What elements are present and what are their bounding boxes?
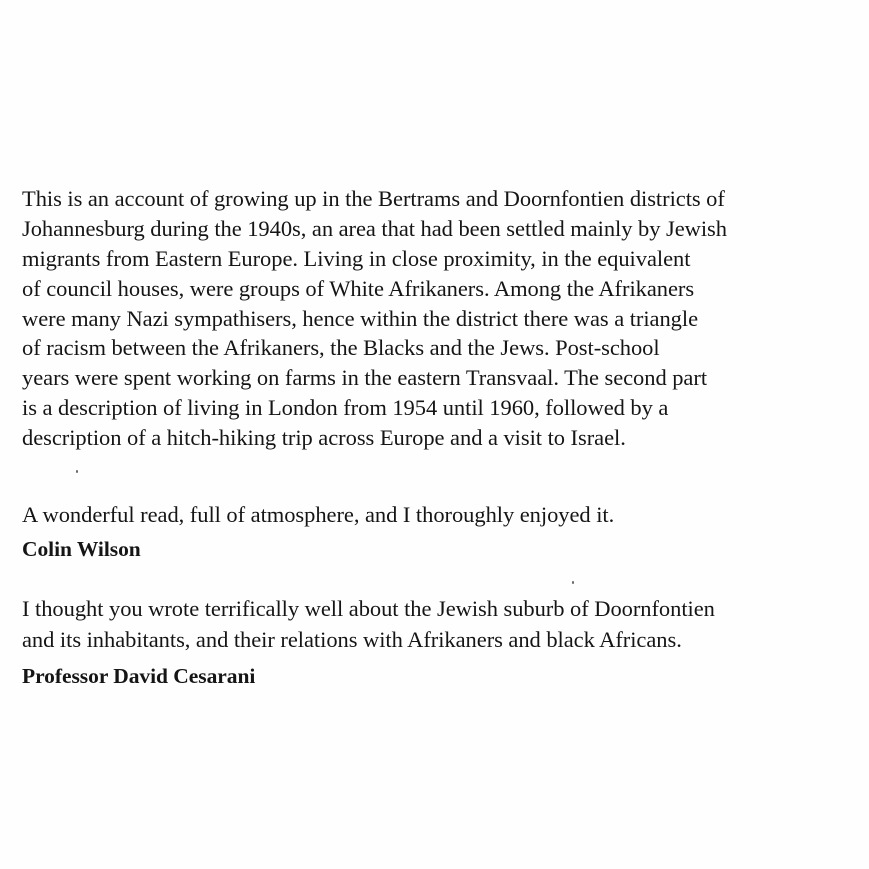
review-author: Professor David Cesarani — [22, 664, 256, 688]
description-line: This is an account of growing up in the Bertrams and Doornfontien districts of — [22, 186, 725, 211]
review-quote-line: I thought you wrote terrifically well about the Jewish suburb of Doornfontien — [22, 596, 715, 621]
description-line: were many Nazi sympathisers, hence within the district there was a triangle — [22, 306, 699, 331]
review-author: Colin Wilson — [22, 537, 141, 561]
description-line: of council houses, were groups of White Afrikaners. Among the Afrikaners — [22, 276, 695, 301]
review-quote-line: and its inhabitants, and their relations with Afrikaners and black Africans. — [22, 627, 682, 652]
scan-speck — [572, 581, 574, 584]
description-line: description of a hitch-hiking trip across Europe and a visit to Israel. — [22, 425, 626, 450]
description-line: migrants from Eastern Europe. Living in close proximity, in the equivalent — [22, 246, 691, 271]
description-line: is a description of living in London from 1954 until 1960, followed by a — [22, 395, 669, 420]
description-line: of racism between the Afrikaners, the Blacks and the Jews. Post-school — [22, 335, 660, 360]
scan-speck — [76, 470, 78, 473]
description-line: years were spent working on farms in the eastern Transvaal. The second part — [22, 365, 708, 390]
description-line: Johannesburg during the 1940s, an area that had been settled mainly by Jewish — [22, 216, 727, 241]
review-quote: A wonderful read, full of atmosphere, and I thoroughly enjoyed it. — [22, 502, 615, 527]
